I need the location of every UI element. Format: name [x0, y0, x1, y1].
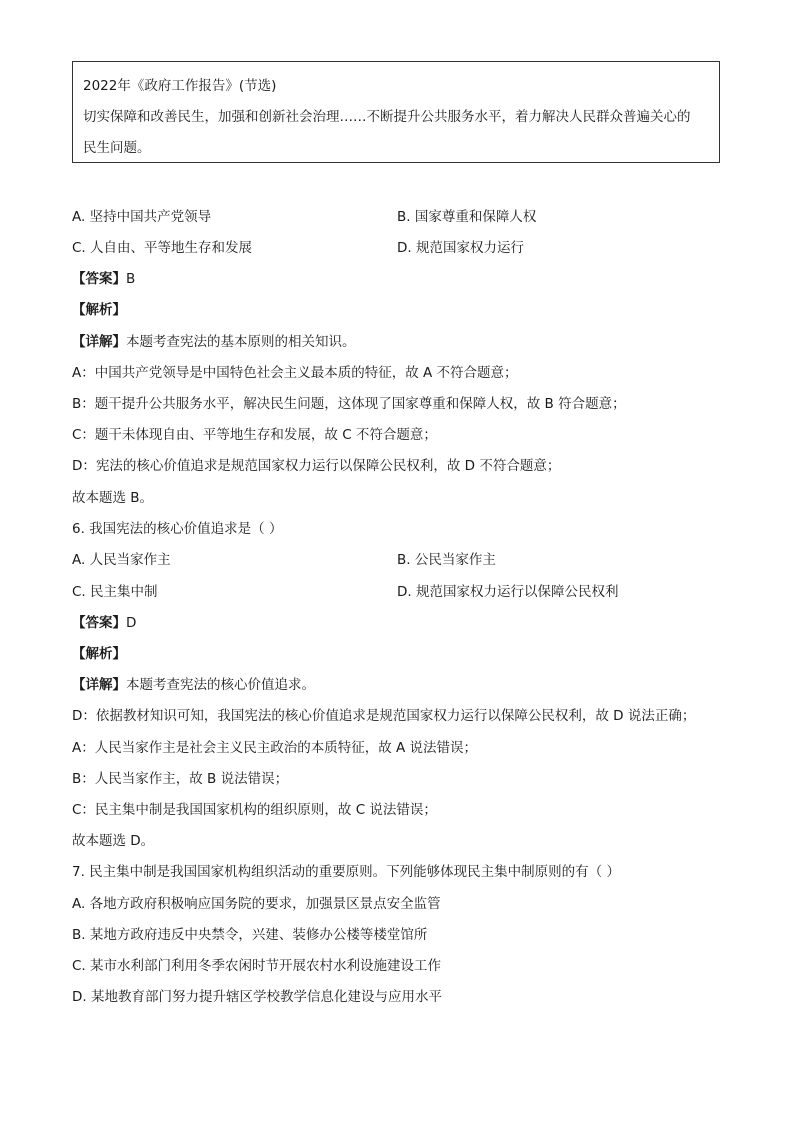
material-title: 2022年《政府工作报告》(节选)	[83, 78, 277, 94]
q5-line-c: C：题干未体现自由、平等地生存和发展，故 C 不符合题意；	[72, 427, 437, 443]
q5-detail	[72, 330, 356, 350]
q5-line-b: B：题干提升公共服务水平，解决民生问题，这体现了国家尊重和保障人权，故 B 符合题意；	[72, 396, 626, 412]
detail-text: 本题考查宪法的基本原则的相关知识。	[126, 334, 356, 350]
answer-value: D	[126, 615, 137, 631]
q5-analysis-label: 【解析】	[72, 302, 126, 318]
q6-option-d: D. 规范国家权力运行以保障公民权利	[397, 584, 619, 600]
q7-option-b: B. 某地方政府违反中央禁令，兴建、装修办公楼等楼堂馆所	[72, 927, 428, 943]
q6-stem: 6. 我国宪法的核心价值追求是（ ）	[72, 521, 283, 537]
q6-line-b: B：人民当家作主，故 B 说法错误；	[72, 771, 289, 787]
q6-option-a: A. 人民当家作主	[72, 552, 171, 568]
q7-option-c: C. 某市水利部门利用冬季农闲时节开展农村水利设施建设工作	[72, 958, 442, 974]
q5-answer	[72, 267, 135, 287]
q6-option-b: B. 公民当家作主	[397, 552, 496, 568]
material-line-2: 民生问题。	[83, 140, 151, 156]
detail-text: 本题考查宪法的核心价值追求。	[126, 677, 315, 693]
q6-line-a: A：人民当家作主是社会主义民主政治的本质特征，故 A 说法错误；	[72, 740, 478, 756]
q6-detail	[72, 673, 315, 693]
q5-conclusion: 故本题选 B。	[72, 490, 154, 506]
q5-line-d: D：宪法的核心价值追求是规范国家权力运行以保障公民权利，故 D 不符合题意；	[72, 458, 561, 474]
q6-option-c: C. 民主集中制	[72, 584, 158, 600]
detail-label: 【详解】	[72, 677, 126, 693]
answer-label: 【答案】	[72, 271, 126, 287]
q6-line-d: D：依据教材知识可知，我国宪法的核心价值追求是规范国家权力运行以保障公民权利，故 D 说法正确；	[72, 708, 696, 724]
q6-answer	[72, 611, 136, 631]
answer-label: 【答案】	[72, 615, 126, 631]
q7-option-a: A. 各地方政府积极响应国务院的要求，加强景区景点安全监管	[72, 896, 441, 912]
material-box	[72, 61, 720, 163]
q5-option-a: A. 坚持中国共产党领导	[72, 209, 212, 225]
q6-analysis-label: 【解析】	[72, 646, 126, 662]
material-line-1: 切实保障和改善民生，加强和创新社会治理……不断提升公共服务水平，着力解决人民群众普遍关心的	[83, 109, 691, 125]
q5-option-c: C. 人自由、平等地生存和发展	[72, 240, 253, 256]
q5-option-d: D. 规范国家权力运行	[397, 240, 524, 256]
q5-line-a: A：中国共产党领导是中国特色社会主义最本质的特征，故 A 不符合题意；	[72, 365, 518, 381]
q5-option-b: B. 国家尊重和保障人权	[397, 209, 537, 225]
q6-conclusion: 故本题选 D。	[72, 833, 155, 849]
q7-option-d: D. 某地教育部门努力提升辖区学校教学信息化建设与应用水平	[72, 989, 442, 1005]
q7-stem: 7. 民主集中制是我国国家机构组织活动的重要原则。下列能够体现民主集中制原则的有（ ）	[72, 864, 620, 880]
q6-line-c: C：民主集中制是我国国家机构的组织原则，故 C 说法错误；	[72, 802, 437, 818]
answer-value: B	[126, 271, 136, 287]
detail-label: 【详解】	[72, 334, 126, 350]
